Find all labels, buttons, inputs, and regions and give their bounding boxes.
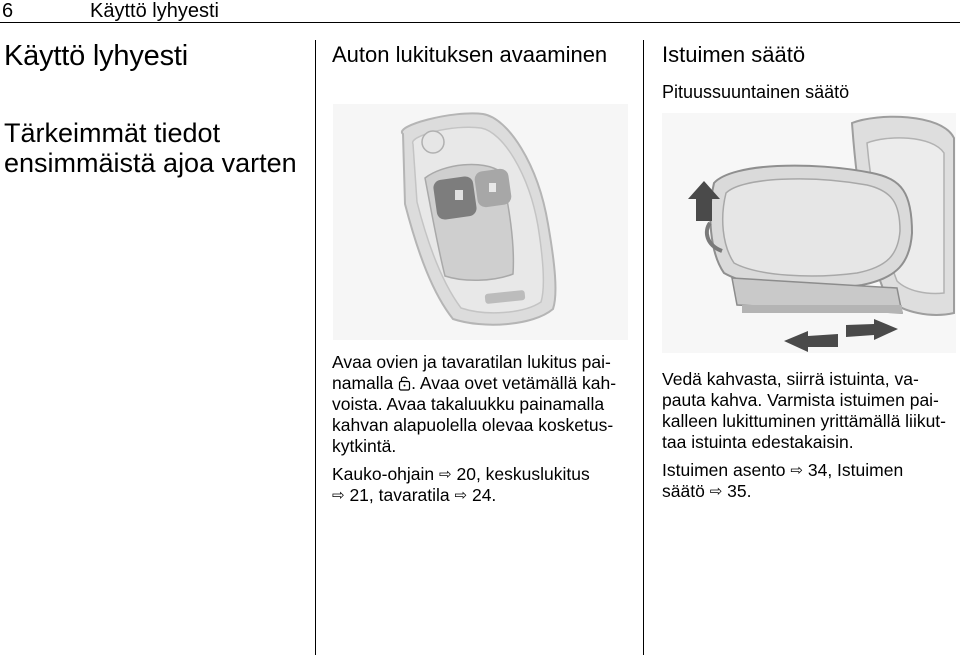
ref-seat-adjustment: 35. bbox=[727, 481, 752, 501]
page-header bbox=[0, 0, 960, 24]
column-divider-right bbox=[643, 40, 644, 655]
seat-ref2-prefix: säätö bbox=[662, 481, 710, 501]
seat-ref-prefix: Istuimen asento bbox=[662, 460, 791, 480]
ref-central-lock: 21, tavaratila bbox=[349, 485, 455, 505]
chapter-title: Käyttö lyhyesti bbox=[4, 40, 188, 72]
page-number: 6 bbox=[2, 0, 14, 22]
seat-adjustment-figure bbox=[662, 113, 956, 353]
section-heading-seat: Istuimen säätö bbox=[662, 42, 806, 67]
seat-text: Vedä kahvasta, siirrä istuinta, va- pauta kahva. Varmista istuimen pai- kalleen lukittuminen yrittämällä liikut- taa istuinta edestakaisin. bbox=[662, 369, 946, 452]
unlock-text-2: . Avaa ovet vetämällä kah- voista. Avaa takaluukku painamalla kahvan alapuolella olevaa kosketus- kytkintä. bbox=[332, 373, 617, 456]
ref-seat-position: 34, Istuimen bbox=[807, 460, 904, 480]
chapter-subtitle: Tärkeimmät tiedot ensimmäistä ajoa varten bbox=[4, 118, 297, 178]
key-fob-figure bbox=[333, 104, 628, 340]
seat-instructions bbox=[662, 369, 954, 509]
column-divider-left bbox=[315, 40, 316, 655]
subheading-longitudinal: Pituussuuntainen säätö bbox=[662, 82, 850, 102]
header-rule bbox=[0, 22, 960, 23]
arrow-ref-icon: ⇨ bbox=[454, 487, 468, 504]
unlock-instructions bbox=[332, 352, 632, 513]
arrow-ref-icon: ⇨ bbox=[332, 487, 345, 504]
unlock-text-1: Avaa ovien ja tavaratilan lukitus pai- namalla bbox=[332, 352, 611, 393]
running-title: Käyttö lyhyesti bbox=[90, 0, 219, 22]
ref-prefix: Kauko-ohjain bbox=[332, 464, 440, 484]
ref-remote: 20, keskuslukitus bbox=[456, 464, 590, 484]
arrow-ref-icon: ⇨ bbox=[439, 466, 452, 483]
section-heading-unlock: Auton lukituksen avaaminen bbox=[332, 42, 608, 67]
ref-trunk: 24. bbox=[471, 485, 497, 505]
unlock-icon bbox=[398, 375, 411, 391]
arrow-ref-icon: ⇨ bbox=[709, 483, 723, 500]
arrow-ref-icon: ⇨ bbox=[790, 462, 803, 479]
